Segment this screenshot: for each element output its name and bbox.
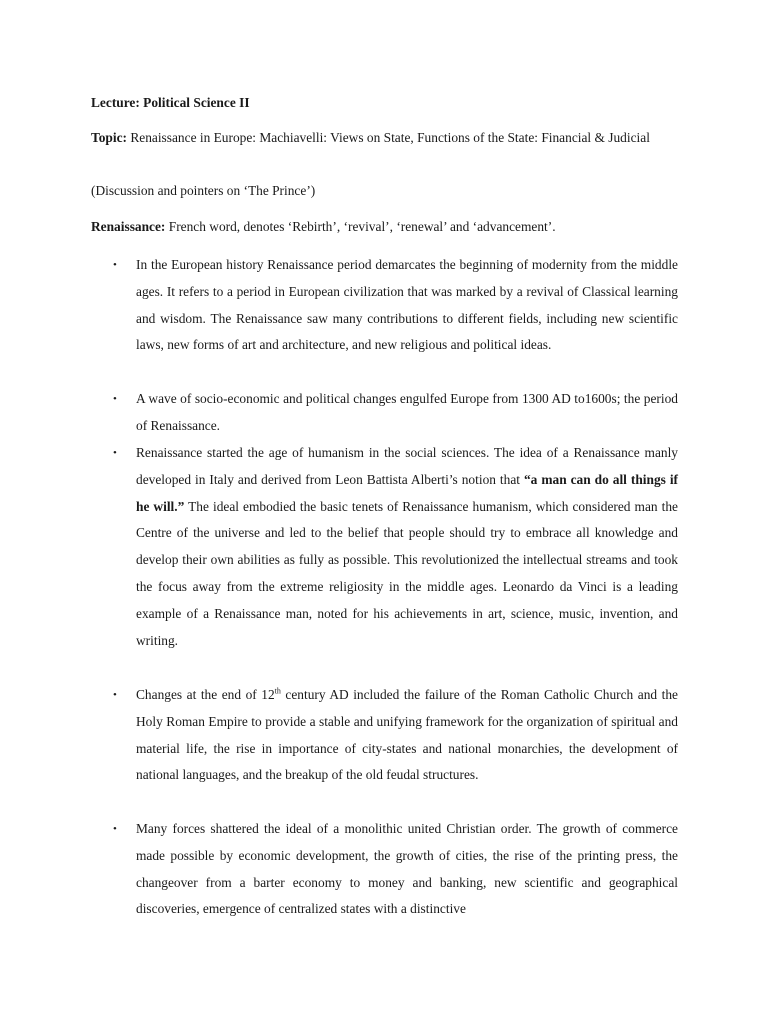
bullet-text-pre: Renaissance started the age of humanism in the social sciences. The idea of a Renaissance manly developed in Italy and derived from Leon Battista Alberti’s notion that (136, 445, 678, 487)
renaissance-label: Renaissance: (91, 219, 166, 234)
bullet-item (91, 252, 678, 386)
bullet-text: A wave of socio-economic and political changes engulfed Europe from 1300 AD to1600s; the period of Renaissance. (136, 391, 678, 433)
topic-text: Renaissance in Europe: Machiavelli: Views on State, Functions of the State: Financial & Judicial (130, 130, 650, 145)
bullet-icon: • (113, 823, 117, 835)
bullet-text: In the European history Renaissance period demarcates the beginning of modernity from the middle ages. It refers to a period in European civilization that was marked by a revival of Classical learning and wisdom. The Renaissance saw many contributions to different fields, including new scientific laws, new forms of art and architecture, and new religious and political ideas. (136, 257, 678, 353)
lecture-title: Lecture: Political Science II (91, 95, 250, 110)
ordinal-superscript: th (274, 686, 281, 696)
bullet-text-pre: Changes at the end of 12 (136, 687, 275, 702)
discussion-note: (Discussion and pointers on ‘The Prince’) (91, 183, 316, 198)
bullet-item (91, 816, 678, 924)
bullet-text: Many forces shattered the ideal of a monolithic united Christian order. The growth of commerce made possible by economic development, the growth of cities, the rise of the printing press, the changeover from a barter economy to money and banking, new scientific and geographical discoveries, emergence of centralized states with a distinctive (136, 821, 678, 917)
renaissance-text: French word, denotes ‘Rebirth’, ‘revival’, ‘renewal’ and ‘advancement’. (168, 219, 556, 234)
bullet-icon: • (113, 259, 117, 271)
bullet-item (91, 440, 678, 682)
bullet-icon: • (113, 393, 117, 405)
topic-label: Topic: (91, 130, 127, 145)
bullet-item (91, 682, 678, 816)
bullet-icon: • (113, 689, 117, 701)
bullet-list (91, 252, 678, 924)
renaissance-definition (91, 218, 678, 236)
bullet-text-post: century AD included the failure of the Roman Catholic Church and the Holy Roman Empire to provide a stable and unifying framework for the organization of spiritual and material life, the rise in importance of city-states and national monarchies, the development of national languages, and the breakup of the old feudal structures. (136, 687, 678, 783)
alberti-quote: “a man can do all things if he will.” (136, 471, 678, 514)
bullet-text-post: The ideal embodied the basic tenets of Renaissance humanism, which considered man the Centre of the universe and led to the belief that people should try to embrace all knowledge and develop their own abilities as fully as possible. This revolutionized the intellectual streams and took the focus away from the extreme religiosity in the middle ages. Leonardo da Vinci is a leading example of a Renaissance man, noted for his achievements in art, science, music, invention, and writing. (136, 498, 678, 648)
topic-line (91, 129, 678, 147)
bullet-icon: • (113, 447, 117, 459)
bullet-item (91, 386, 678, 440)
